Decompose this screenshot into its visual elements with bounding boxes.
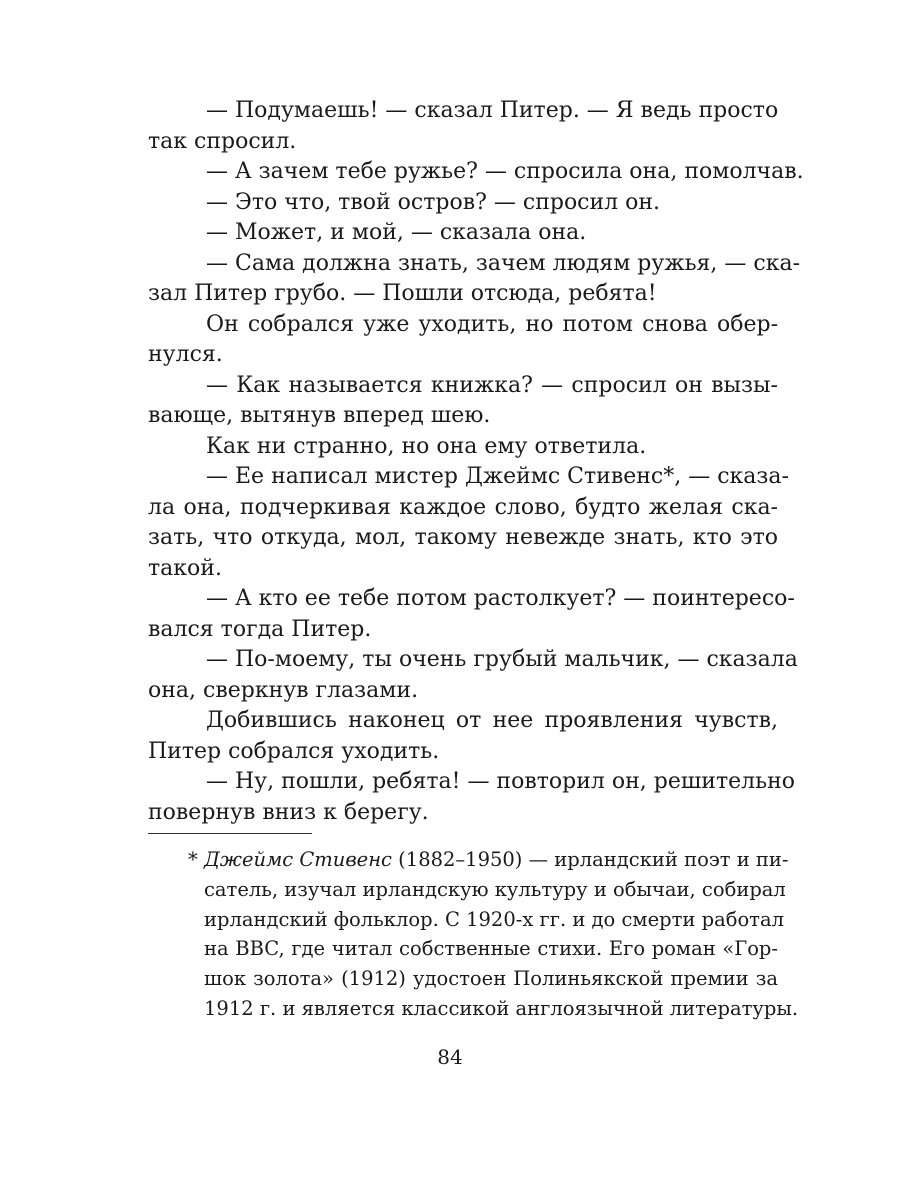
page-number: 84 [437,1045,463,1069]
footnote [148,845,799,1024]
text-line: — Сама должна знать, зачем людям ружья, — ска- [206,250,801,276]
footnote-line: ирландский фольклор. С 1920-х гг. и до смерти работал [204,907,784,931]
footnote-first-line-rest: (1882–1950) — ирландский поэт и пи- [391,848,789,871]
text-line: она, сверкнув глазами. [148,677,419,703]
text-line: — Подумаешь! — сказал Питер. — Я ведь просто [206,98,779,123]
text-line: ла она, подчеркивая каждое слово, будто желая ска- [148,494,778,520]
text-line: Как ни странно, но она ему ответила. [206,433,647,459]
footnote-name: Джеймс Стивенс [203,848,392,871]
footnote-marker: * [188,848,204,871]
text-line: Питер собрался уходить. [148,738,440,764]
text-line: — Как называется книжка? — спросил он вызы- [206,372,778,398]
text-line: — Может, и мой, — сказала она. [206,220,587,245]
text-line: такой. [148,555,222,581]
text-line: зать, что откуда, мол, такому невежде знать, кто это [148,525,778,550]
text-line: вающе, вытянув вперед шею. [148,403,491,428]
text-line: зал Питер грубо. — Пошли отсюда, ребята! [148,281,657,306]
text-line: Он собрался уже уходить, но потом снова обер- [206,311,778,337]
footnote-line [148,845,789,875]
text-line: нулся. [148,342,223,367]
footnote-line: шок золота» (1912) удостоен Полиньякской премии за [204,967,778,991]
main-text [148,96,804,828]
text-line: так спросил. [148,128,297,154]
text-line: — Это что, твой остров? — спросил он. [206,189,661,215]
text-line: Добившись наконец от нее проявления чувств, [206,708,778,733]
text-line: — А кто ее тебе потом растолкует? — поинтересо- [206,586,795,611]
text-line: — А зачем тебе ружье? — спросила она, помолчав. [206,159,804,184]
text-line: вался тогда Питер. [148,616,372,642]
text-line: — Ну, пошли, ребята! — повторил он, решительно [206,769,796,794]
text-line: — По-моему, ты очень грубый мальчик, — сказала [206,647,798,672]
footnote-line: на BBC, где читал собственные стихи. Его роман «Гор- [204,937,778,961]
footnote-line: 1912 г. и является классикой англоязычной литературы. [204,996,799,1020]
text-line: повернув вниз к берегу. [148,799,429,825]
text-line: — Ее написал мистер Джеймс Стивенс*, — сказа- [206,464,789,489]
footnote-separator [148,833,312,834]
footnote-line: сатель, изучал ирландскую культуру и обычаи, собирал [204,877,786,901]
